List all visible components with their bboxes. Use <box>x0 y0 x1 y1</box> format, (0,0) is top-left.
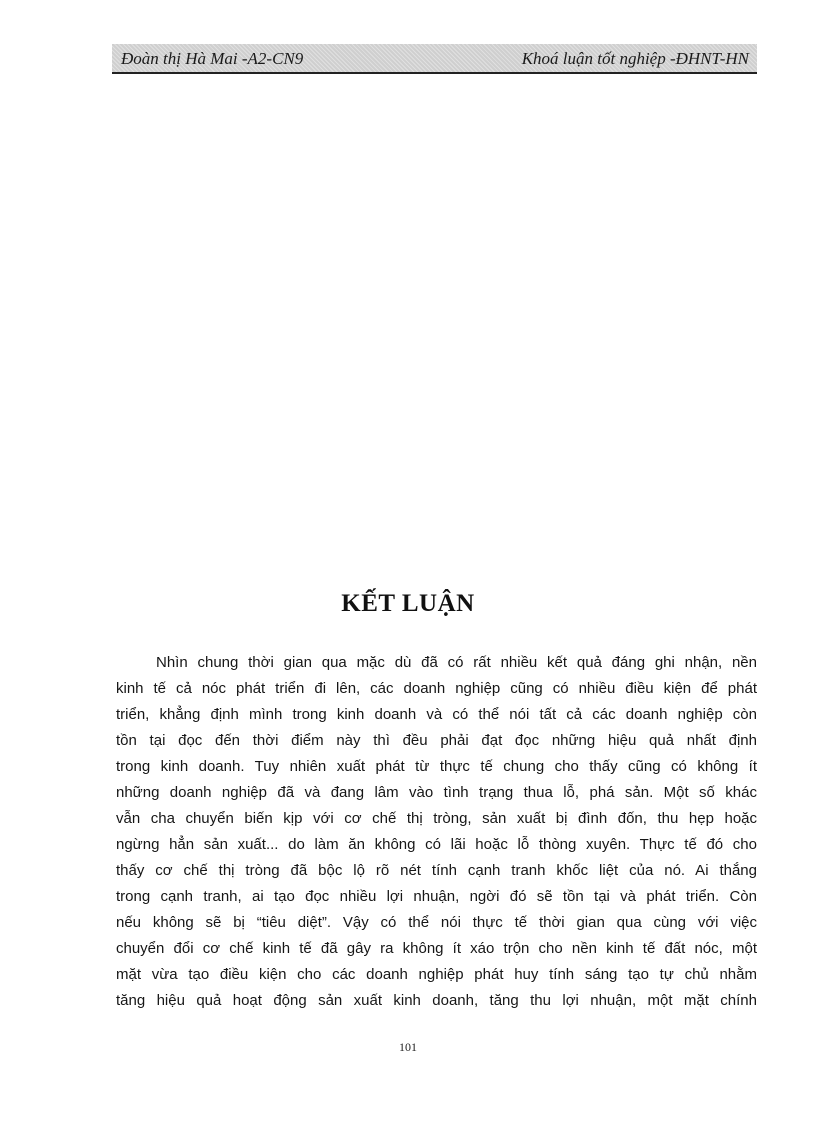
body-paragraph <box>116 650 757 1014</box>
paragraph-line: triển, khẳng định mình trong kinh doanh và có thể nói tất cả các doanh nghiệp còn <box>116 706 757 723</box>
paragraph-line: vẫn cha chuyển biến kịp với cơ chế thị tròng, sản xuất bị đình đốn, thu hẹp hoặc <box>116 810 757 827</box>
paragraph-line: những doanh nghiệp đã và đang lâm vào tình trạng thua lỗ, phá sản. Một số khác <box>116 784 757 801</box>
paragraph-line: chuyển đổi cơ chế kinh tế đã gây ra không ít xáo trộn cho nền kinh tế đất nóc, một <box>116 940 757 957</box>
page-number: 101 <box>399 1040 417 1054</box>
paragraph-line: mặt vừa tạo điều kiện cho các doanh nghiệp phát huy tính sáng tạo tự chủ nhằm <box>116 966 757 983</box>
header-author: Đoàn thị Hà Mai -A2-CN9 <box>121 49 304 68</box>
paragraph-line: thấy cơ chế thị tròng đã bộc lộ rõ nét tính cạnh tranh khốc liệt của nó. Ai thắng <box>116 862 757 879</box>
paragraph-line: tăng hiệu quả hoạt động sản xuất kinh doanh, tăng thu lợi nhuận, một mặt chính <box>116 992 757 1009</box>
paragraph-line: trong kinh doanh. Tuy nhiên xuất phát từ thực tế chung cho thấy cũng có không ít <box>116 758 757 775</box>
paragraph-line: ngừng hẳn sản xuất... do làm ăn không có lãi hoặc lỗ thòng xuyên. Thực tế đó cho <box>116 836 757 853</box>
section-title: KẾT LUẬN <box>341 590 475 617</box>
header-thesis-title: Khoá luận tốt nghiệp -ĐHNT-HN <box>521 49 749 68</box>
page-header <box>112 44 757 74</box>
paragraph-line: kinh tế cả nóc phát triển đi lên, các doanh nghiệp cũng có nhiều điều kiện để phát <box>116 680 757 697</box>
paragraph-line: Nhìn chung thời gian qua mặc dù đã có rất nhiều kết quả đáng ghi nhận, nền <box>156 654 757 671</box>
paragraph-line: nếu không sẽ bị “tiêu diệt”. Vậy có thể nói thực tế thời gian qua cùng với việc <box>116 914 757 931</box>
paragraph-line: trong cạnh tranh, ai tạo đọc nhiều lợi nhuận, ngời đó sẽ tồn tại và phát triển. Còn <box>116 888 757 905</box>
paragraph-line: tồn tại đọc đến thời điểm này thì đều phải đạt đọc những hiệu quả nhất định <box>116 732 757 749</box>
